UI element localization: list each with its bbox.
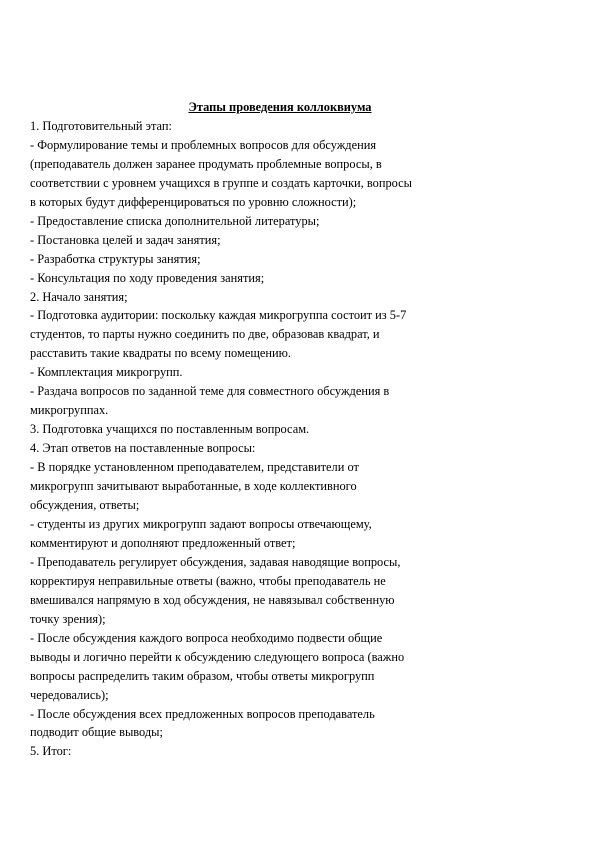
text-line: обсуждения, ответы; xyxy=(30,498,140,513)
text-line: микрогруппах. xyxy=(30,403,109,418)
text-line: - Постановка целей и задач занятия; xyxy=(30,232,221,247)
document-title: Этапы проведения коллоквиума xyxy=(188,100,372,114)
text-line: точку зрения); xyxy=(30,611,106,626)
text-line: - Преподаватель регулирует обсуждения, задавая наводящие вопросы, xyxy=(30,554,401,569)
document-lines xyxy=(30,117,470,761)
text-line: - Консультация по ходу проведения занятия; xyxy=(30,270,265,285)
text-line: - Предоставление списка дополнительной литературы; xyxy=(30,213,320,228)
text-line: 3. Подготовка учащихся по поставленным вопросам. xyxy=(30,422,310,437)
text-line: вопросы распределить таким образом, чтобы ответы микрогрупп xyxy=(30,668,375,683)
text-line: - Подготовка аудитории: поскольку каждая микрогруппа состоит из 5-7 xyxy=(30,308,407,323)
text-line: соответствии с уровнем учащихся в группе и создать карточки, вопросы xyxy=(30,175,412,190)
text-line: - После обсуждения всех предложенных вопросов преподаватель xyxy=(30,706,375,721)
text-line: - Разработка структуры занятия; xyxy=(30,251,201,266)
text-line: - После обсуждения каждого вопроса необходимо подвести общие xyxy=(30,630,383,645)
text-line: - Раздача вопросов по заданной теме для совместного обсуждения в xyxy=(30,384,390,399)
text-line: 5. Итог: xyxy=(30,744,72,759)
document-body xyxy=(30,98,470,761)
text-line: выводы и логично перейти к обсуждению следующего вопроса (важно xyxy=(30,649,405,664)
text-line: 1. Подготовительный этап: xyxy=(30,118,172,133)
text-line: - Формулирование темы и проблемных вопросов для обсуждения xyxy=(30,137,377,152)
text-line: 4. Этап ответов на поставленные вопросы: xyxy=(30,441,256,456)
text-line: расставить такие квадраты по всему помещению. xyxy=(30,346,292,361)
text-line: 2. Начало занятия; xyxy=(30,289,128,304)
text-line: - студенты из других микрогрупп задают вопросы отвечающему, xyxy=(30,516,372,531)
text-line: корректируя неправильные ответы (важно, чтобы преподаватель не xyxy=(30,573,386,588)
text-line: в которых будут дифференцироваться по уровню сложности); xyxy=(30,194,357,209)
text-line: (преподаватель должен заранее продумать проблемные вопросы, в xyxy=(30,156,382,171)
text-line: студентов, то парты нужно соединить по две, образовав квадрат, и xyxy=(30,327,380,342)
text-line: подводит общие выводы; xyxy=(30,725,163,740)
text-line: комментируют и дополняют предложенный ответ; xyxy=(30,535,296,550)
text-line: - В порядке установленном преподавателем, представители от xyxy=(30,460,359,475)
text-line: чередовались); xyxy=(30,687,109,702)
text-line: - Комплектация микрогрупп. xyxy=(30,365,183,380)
text-line: вмешивался напрямую в ход обсуждения, не навязывал собственную xyxy=(30,592,395,607)
text-line: микрогрупп зачитывают выработанные, в ходе коллективного xyxy=(30,479,357,494)
